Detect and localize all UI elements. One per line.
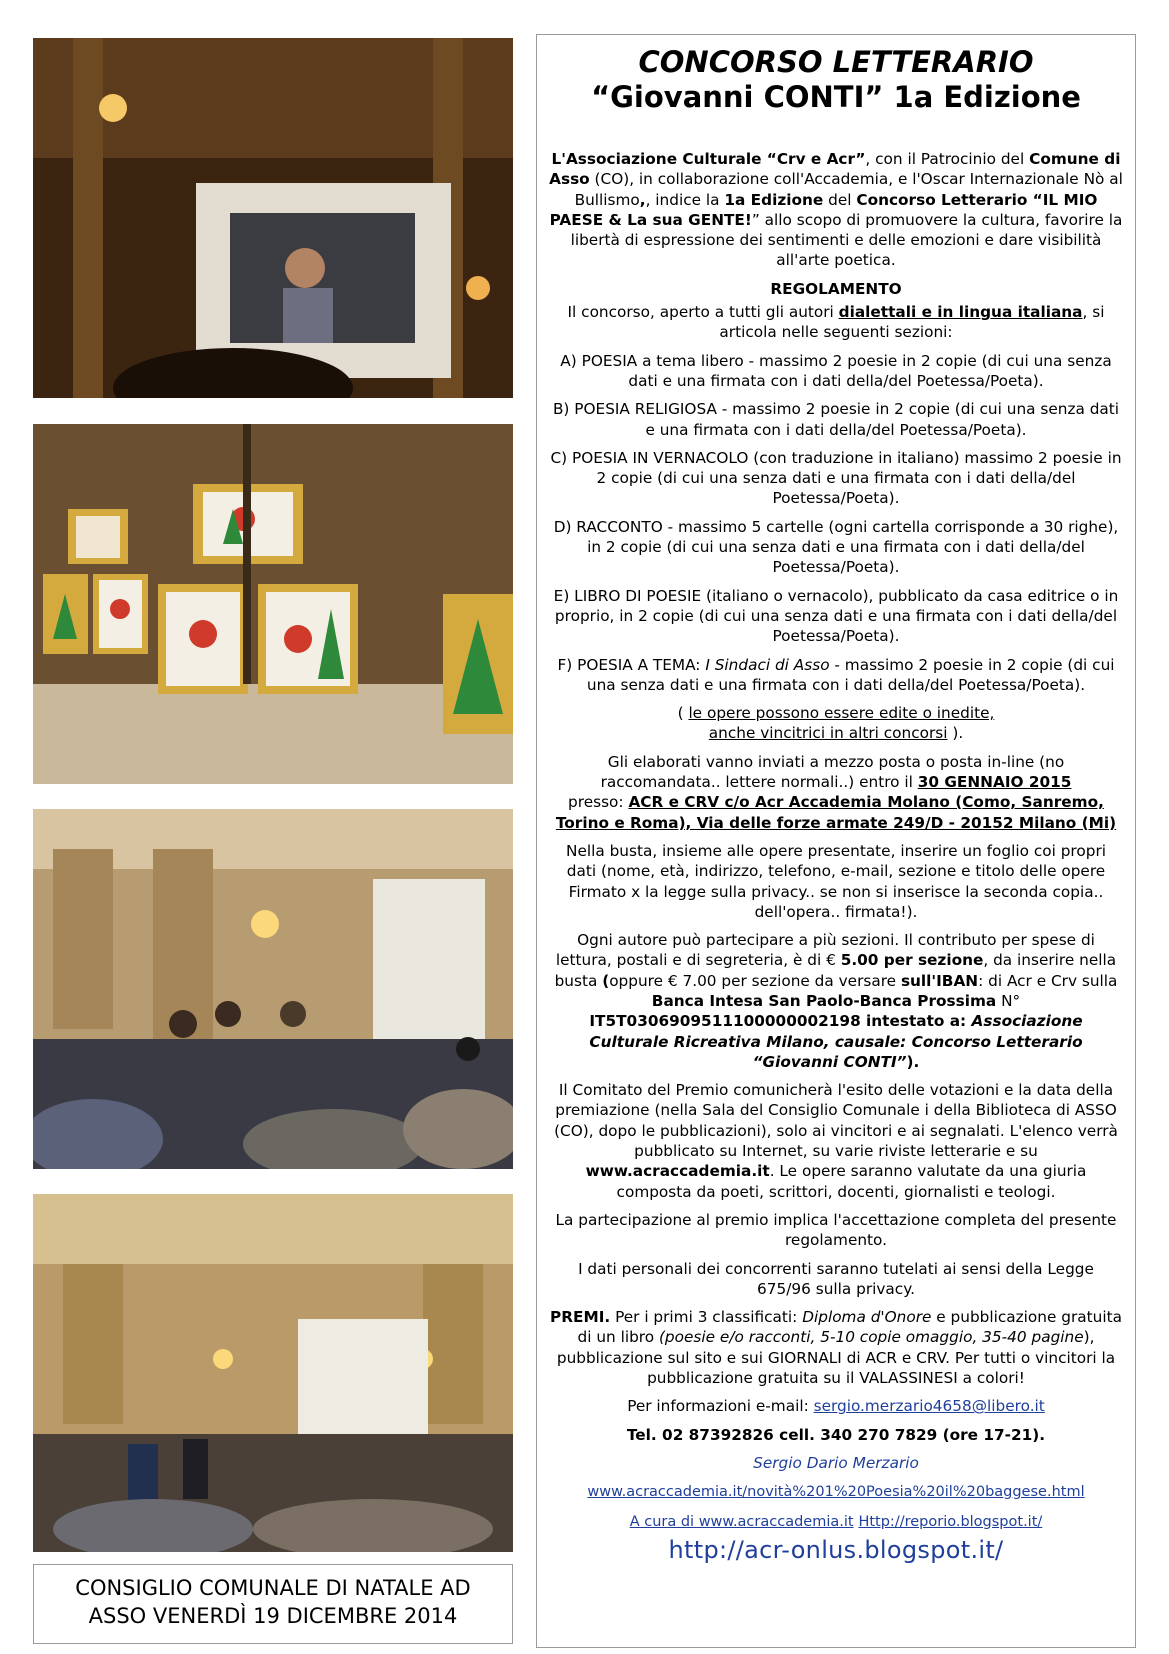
accademia-link[interactable]: A cura di www.acraccademia.it — [629, 1513, 854, 1530]
reporio-link[interactable]: Http://reporio.blogspot.it/ — [858, 1513, 1043, 1530]
intro-text: ” allo scopo di promuovere la cultura, favorire la libertà di espressione dei sentimenti e delle emozioni e dare visibilità all'arte poetica. — [570, 210, 1123, 270]
edition-label: 1a Edizione — [724, 190, 824, 209]
link-line-2 — [549, 1511, 1123, 1532]
title-line2: “Giovanni CONTI” 1a Edizione — [591, 80, 1081, 114]
blog-url[interactable]: http://acr-onlus.blogspot.it/ — [668, 1535, 1004, 1564]
rules-intro: Il concorso, aperto a tutti gli autori dialettali e in lingua italiana, si articola nelle seguenti sezioni: — [567, 303, 1105, 342]
phone-line: Tel. 02 87392826 cell. 340 270 7829 (ore 17-21). — [626, 1425, 1046, 1444]
photo-caption — [33, 1564, 513, 1644]
intro-text: del — [823, 190, 857, 209]
photo-ceremony-hall — [33, 809, 513, 1169]
contest-name: Concorso Letterario “IL MIO PAESE & La sua GENTE! — [549, 190, 1098, 229]
announcement-body — [537, 149, 1135, 1564]
envelope-paragraph: Nella busta, insieme alle opere presentate, inserire un foglio coi propri dati (nome, età, indirizzo, telefono, e-mail, sezione e titolo delle opere Firmato x la legge sulla privacy.. se non si inserisce la seconda copia.. dell'opera.. firmata!). — [566, 841, 1106, 921]
signature: Sergio Dario Merzario — [753, 1453, 919, 1472]
association-name: L'Associazione Culturale “Crv e Acr” — [551, 150, 866, 168]
works-note: ( le opere possono essere edite o inedite, anche vincitrici in altri concorsi ). — [677, 704, 995, 743]
privacy-paragraph: I dati personali dei concorrenti saranno tutelati ai sensi della Legge 675/96 sulla privacy. — [578, 1259, 1094, 1298]
municipality-name: Comune di Asso — [549, 150, 1121, 189]
section-c: C) POESIA IN VERNACOLO (con traduzione in italiano) massimo 2 poesie in 2 copie (di cui una senza dati e una firmata con i dati della/del Poetessa/Poeta). — [550, 448, 1122, 508]
accademia-news-link[interactable]: www.acraccademia.it/novità%201%20Poesia%20il%20baggese.html — [587, 1484, 1085, 1501]
section-a: A) POESIA a tema libero - massimo 2 poesie in 2 copie (di cui una senza dati e una firmata con i dati della/del Poetessa/Poeta). — [560, 351, 1112, 390]
regolamento-heading: REGOLAMENTO — [770, 279, 902, 298]
intro-paragraph: L'Associazione Culturale “Crv e Acr”, con il Patrocinio del Comune di Asso (CO), in collaborazione coll'Accademia, e l'Oscar Internazionale Nò al Bullismo,, indice la 1a Edizione del Concorso Letterario “IL MIO PAESE & La sua GENTE!” allo scopo di promuovere la cultura, favorire la libertà di espressione dei sentimenti e delle emozioni e dare visibilità all'arte poetica. — [549, 150, 1123, 270]
photo-audience-hall — [33, 1194, 513, 1552]
acceptance-paragraph: La partecipazione al premio implica l'accettazione completa del presente regolamento. — [555, 1210, 1117, 1250]
caption-line1: CONSIGLIO COMUNALE DI NATALE AD — [75, 1576, 471, 1600]
committee-paragraph: Il Comitato del Premio comunicherà l'esito delle votazioni e la data della premiazione (nella Sala del Consiglio Comunale i della Biblioteca di ASSO (CO), dopo le pubblicazioni), solo ai vincitori e ai segnalati. L'elenco verrà pubblicato su Internet, su varie riviste letterarie e su www.acraccademia.it. Le opere saranno valutate da una giuria composta da poeti, scrittori, docenti, giornalisti e teologi. — [554, 1081, 1118, 1201]
section-f: F) POESIA A TEMA: I Sindaci di Asso - massimo 2 poesie in 2 copie (di cui una senza dati e una firmata con i dati della/del Poetessa/Poeta). — [557, 655, 1115, 694]
announcement-panel — [536, 34, 1136, 1648]
submission-paragraph: Gli elaborati vanno inviati a mezzo posta o posta in-line (no raccomandata.. lettere normali..) entro il 30 GENNAIO 2015 presso: ACR e CRV c/o Acr Accademia Molano (Como, Sanremo, Torino e Roma), Via delle forze armate 249/D - 20152 Milano (Mi) — [555, 752, 1117, 832]
info-paragraph: Per informazioni e-mail: sergio.merzario4658@libero.it — [627, 1397, 1045, 1416]
email-link[interactable]: sergio.merzario4658@libero.it — [813, 1397, 1045, 1416]
fee-paragraph: Ogni autore può partecipare a più sezioni. Il contributo per spese di lettura, postali e di segreteria, è di € 5.00 per sezione, da inserire nella busta (oppure € 7.00 per sezione da versare sull'IBAN: di Acr e Crv sulla Banca Intesa San Paolo-Banca Prossima N° IT5T0306909511100000002198 intestato a: Associazione Culturale Ricreativa Milano, causale: Concorso Letterario “Giovanni CONTI”). — [554, 931, 1118, 1071]
prizes-paragraph: PREMI. Per i primi 3 classificati: Diploma d'Onore e pubblicazione gratuita di un libro (poesie e/o racconti, 5-10 copie omaggio, 35-40 pagine), pubblicazione sul sito e sui GIORNALI di ACR e CRV. Per tutti o vincitori la pubblicazione gratuita su il VALASSINESI a colori! — [550, 1308, 1122, 1388]
photo-projection-screen — [33, 38, 513, 398]
intro-text: , con il Patrocinio del — [865, 150, 1030, 168]
section-b: B) POESIA RELIGIOSA - massimo 2 poesie in 2 copie (di cui una senza dati e una firmata con i dati della/del Poetessa/Poeta). — [552, 400, 1120, 439]
section-e: E) LIBRO DI POESIE (italiano o vernacolo), pubblicato da casa editrice o in proprio, in 2 copie (di cui una senza dati e una firmata con i dati della/del Poetessa/Poeta). — [553, 586, 1119, 646]
link-line-1 — [549, 1481, 1123, 1502]
intro-text: , indice la — [645, 190, 725, 209]
caption-line2: ASSO VENERDÌ 19 DICEMBRE 2014 — [88, 1604, 458, 1628]
photo-childrens-drawings — [33, 424, 513, 784]
intro-text: (CO), in collaborazione coll'Accademia, e l'Oscar Internazionale Nò al Bullismo — [574, 170, 1123, 209]
section-d: D) RACCONTO - massimo 5 cartelle (ogni cartella corrisponde a 30 righe), in 2 copie (di cui una senza dati e una firmata con i dati della/del Poetessa/Poeta). — [553, 517, 1119, 577]
title-line1: CONCORSO LETTERARIO — [638, 45, 1034, 79]
